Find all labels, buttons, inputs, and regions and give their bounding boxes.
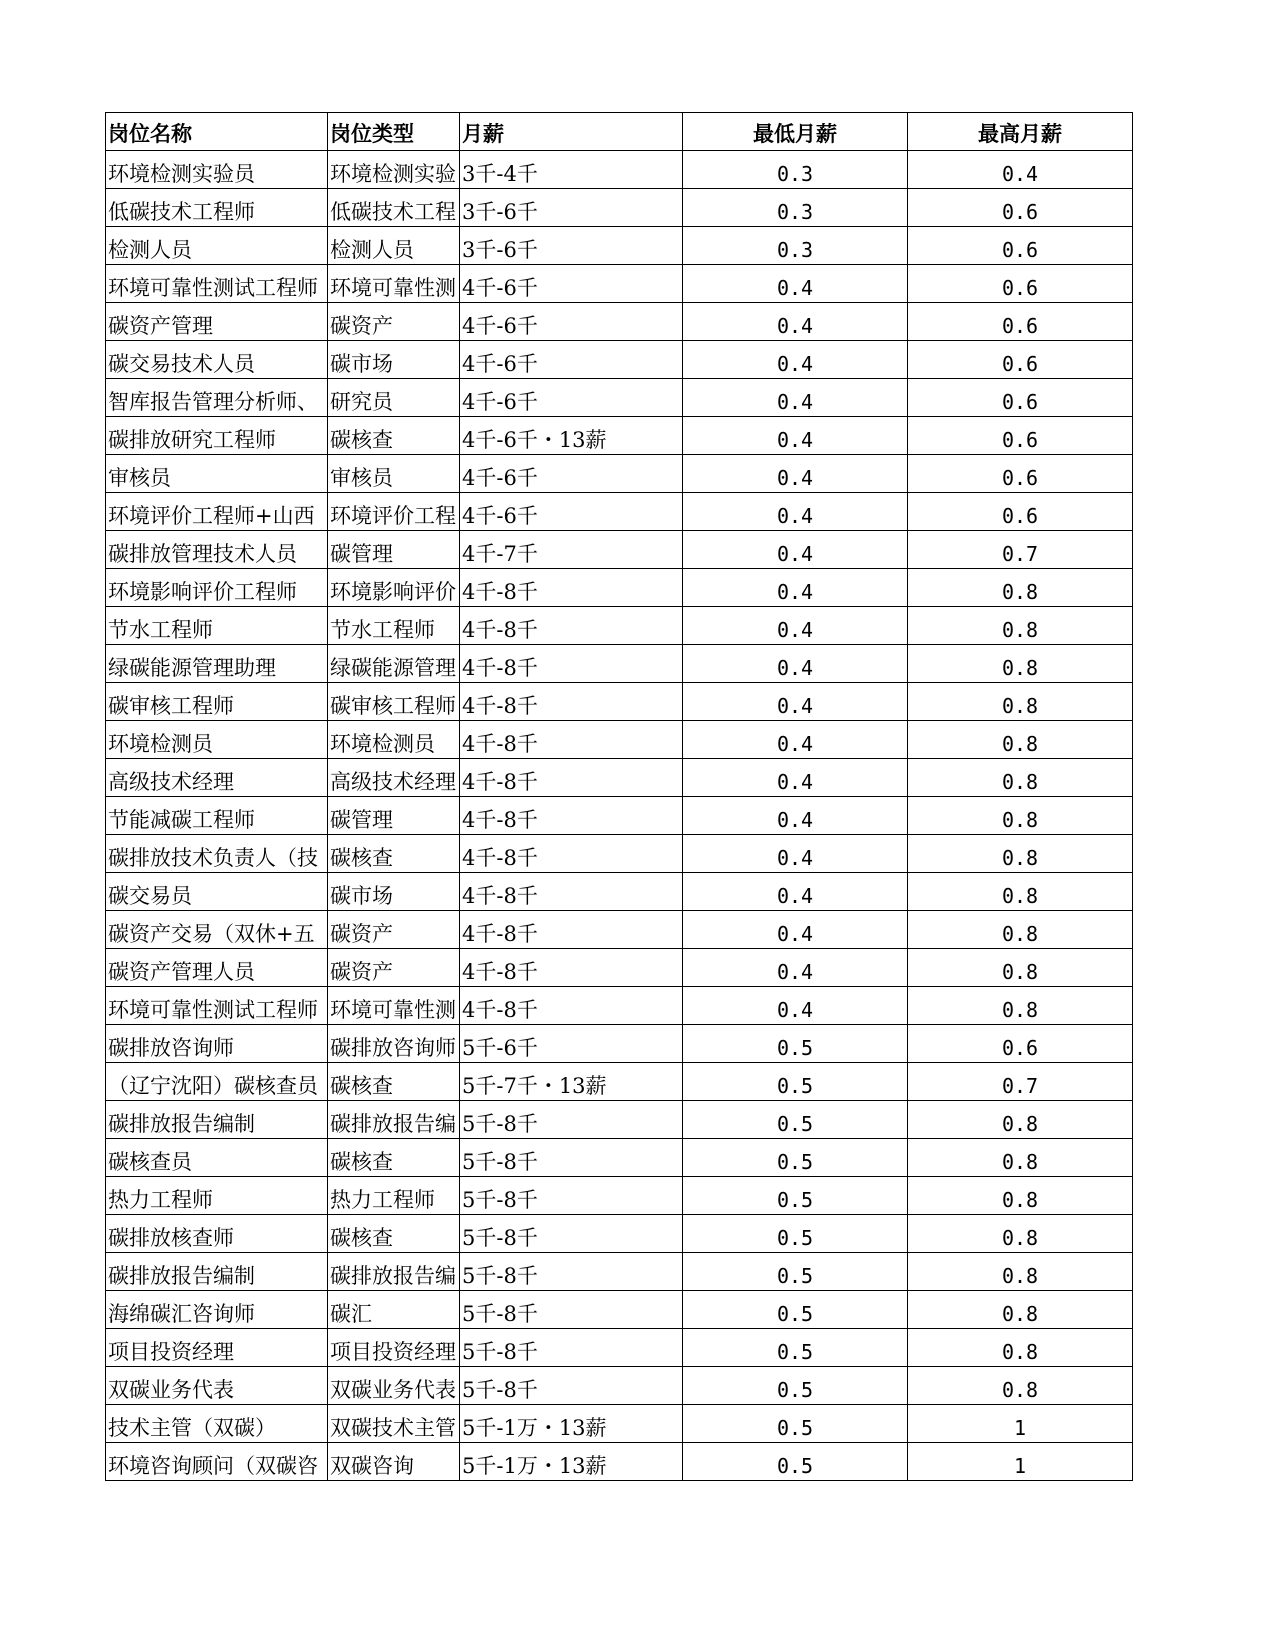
table-row [106, 569, 1133, 607]
min-salary-cell: 0.4 [683, 683, 908, 721]
max-salary-cell: 0.6 [908, 303, 1133, 341]
salary-range-cell: 4千-6千 [460, 455, 683, 493]
max-salary-cell: 0.8 [908, 1101, 1133, 1139]
salary-range-cell: 5千-8千 [460, 1177, 683, 1215]
salary-range-cell: 4千-8千 [460, 721, 683, 759]
salary-range-cell: 4千-6千 [460, 341, 683, 379]
header-max-salary: 最高月薪 [908, 113, 1133, 151]
max-salary-cell: 0.8 [908, 1329, 1133, 1367]
job-type-cell: 双碳咨询 [328, 1443, 460, 1481]
salary-range-cell: 4千-8千 [460, 645, 683, 683]
job-title-cell: 环境检测实验员 [106, 151, 328, 189]
job-title-cell: 项目投资经理 [106, 1329, 328, 1367]
header-job-type: 岗位类型 [328, 113, 460, 151]
salary-table [105, 112, 1133, 1481]
job-title-cell: 碳排放管理技术人员 [106, 531, 328, 569]
job-type-cell: 环境评价工程 [328, 493, 460, 531]
table-row [106, 1215, 1133, 1253]
max-salary-cell: 0.8 [908, 721, 1133, 759]
job-title-cell: 碳排放咨询师 [106, 1025, 328, 1063]
min-salary-cell: 0.5 [683, 1367, 908, 1405]
salary-range-cell: 4千-8千 [460, 911, 683, 949]
job-type-cell: 碳核查 [328, 835, 460, 873]
job-title-cell: 海绵碳汇咨询师 [106, 1291, 328, 1329]
salary-range-cell: 5千-8千 [460, 1139, 683, 1177]
salary-range-cell: 4千-6千 [460, 303, 683, 341]
min-salary-cell: 0.5 [683, 1139, 908, 1177]
job-type-cell: 环境检测员 [328, 721, 460, 759]
min-salary-cell: 0.4 [683, 303, 908, 341]
job-type-cell: 碳资产 [328, 949, 460, 987]
table-row [106, 379, 1133, 417]
max-salary-cell: 0.6 [908, 417, 1133, 455]
table-row [106, 607, 1133, 645]
table-body [106, 151, 1133, 1481]
job-type-cell: 节水工程师 [328, 607, 460, 645]
job-type-cell: 碳资产 [328, 911, 460, 949]
min-salary-cell: 0.4 [683, 911, 908, 949]
min-salary-cell: 0.4 [683, 645, 908, 683]
table-row [106, 949, 1133, 987]
table-row [106, 1443, 1133, 1481]
min-salary-cell: 0.4 [683, 341, 908, 379]
table-row [106, 227, 1133, 265]
salary-range-cell: 4千-8千 [460, 797, 683, 835]
salary-range-cell: 5千-8千 [460, 1253, 683, 1291]
table-row [106, 1101, 1133, 1139]
job-type-cell: 研究员 [328, 379, 460, 417]
salary-range-cell: 4千-8千 [460, 949, 683, 987]
table-row [106, 873, 1133, 911]
min-salary-cell: 0.5 [683, 1405, 908, 1443]
job-title-cell: 碳交易技术人员 [106, 341, 328, 379]
job-type-cell: 环境检测实验 [328, 151, 460, 189]
max-salary-cell: 0.6 [908, 265, 1133, 303]
job-title-cell: 环境影响评价工程师 [106, 569, 328, 607]
job-title-cell: 高级技术经理 [106, 759, 328, 797]
header-monthly-salary: 月薪 [460, 113, 683, 151]
job-type-cell: 热力工程师 [328, 1177, 460, 1215]
job-type-cell: 碳排放报告编 [328, 1253, 460, 1291]
min-salary-cell: 0.5 [683, 1215, 908, 1253]
job-type-cell: 碳核查 [328, 1063, 460, 1101]
max-salary-cell: 0.8 [908, 987, 1133, 1025]
job-title-cell: 碳资产交易（双休+五 [106, 911, 328, 949]
table-row [106, 1329, 1133, 1367]
job-type-cell: 高级技术经理 [328, 759, 460, 797]
header-row [106, 113, 1133, 151]
job-title-cell: 双碳业务代表 [106, 1367, 328, 1405]
salary-range-cell: 4千-8千 [460, 683, 683, 721]
max-salary-cell: 0.6 [908, 1025, 1133, 1063]
min-salary-cell: 0.5 [683, 1443, 908, 1481]
min-salary-cell: 0.5 [683, 1253, 908, 1291]
job-type-cell: 环境可靠性测 [328, 265, 460, 303]
min-salary-cell: 0.4 [683, 797, 908, 835]
salary-range-cell: 4千-8千 [460, 835, 683, 873]
salary-range-cell: 5千-8千 [460, 1291, 683, 1329]
salary-range-cell: 3千-6千 [460, 227, 683, 265]
job-title-cell: 碳审核工程师 [106, 683, 328, 721]
job-type-cell: 碳审核工程师 [328, 683, 460, 721]
max-salary-cell: 0.8 [908, 1367, 1133, 1405]
job-title-cell: 碳资产管理人员 [106, 949, 328, 987]
job-type-cell: 审核员 [328, 455, 460, 493]
min-salary-cell: 0.4 [683, 949, 908, 987]
max-salary-cell: 1 [908, 1443, 1133, 1481]
max-salary-cell: 0.7 [908, 1063, 1133, 1101]
job-title-cell: 环境检测员 [106, 721, 328, 759]
job-title-cell: 环境可靠性测试工程师 [106, 265, 328, 303]
max-salary-cell: 0.8 [908, 835, 1133, 873]
table-row [106, 721, 1133, 759]
job-type-cell: 碳核查 [328, 1215, 460, 1253]
salary-range-cell: 4千-8千 [460, 987, 683, 1025]
job-title-cell: 低碳技术工程师 [106, 189, 328, 227]
max-salary-cell: 0.6 [908, 341, 1133, 379]
table-row [106, 835, 1133, 873]
header-min-salary: 最低月薪 [683, 113, 908, 151]
job-type-cell: 碳核查 [328, 417, 460, 455]
table-row [106, 417, 1133, 455]
min-salary-cell: 0.4 [683, 569, 908, 607]
max-salary-cell: 0.8 [908, 1139, 1133, 1177]
max-salary-cell: 0.8 [908, 1253, 1133, 1291]
table-row [106, 1253, 1133, 1291]
job-type-cell: 碳管理 [328, 797, 460, 835]
header-job-title: 岗位名称 [106, 113, 328, 151]
max-salary-cell: 0.8 [908, 607, 1133, 645]
min-salary-cell: 0.4 [683, 873, 908, 911]
job-title-cell: 环境评价工程师+山西 [106, 493, 328, 531]
salary-range-cell: 5千-1万・13薪 [460, 1405, 683, 1443]
max-salary-cell: 0.8 [908, 759, 1133, 797]
table-row [106, 911, 1133, 949]
table-row [106, 265, 1133, 303]
job-type-cell: 检测人员 [328, 227, 460, 265]
table-row [106, 1139, 1133, 1177]
salary-range-cell: 5千-8千 [460, 1329, 683, 1367]
table-row [106, 645, 1133, 683]
min-salary-cell: 0.4 [683, 759, 908, 797]
salary-range-cell: 4千-6千 [460, 379, 683, 417]
max-salary-cell: 0.6 [908, 379, 1133, 417]
table-row [106, 1291, 1133, 1329]
salary-range-cell: 4千-6千 [460, 493, 683, 531]
job-type-cell: 双碳技术主管 [328, 1405, 460, 1443]
min-salary-cell: 0.4 [683, 265, 908, 303]
job-title-cell: 碳资产管理 [106, 303, 328, 341]
table-row [106, 987, 1133, 1025]
salary-range-cell: 5千-8千 [460, 1367, 683, 1405]
min-salary-cell: 0.4 [683, 721, 908, 759]
min-salary-cell: 0.5 [683, 1177, 908, 1215]
min-salary-cell: 0.4 [683, 531, 908, 569]
max-salary-cell: 0.8 [908, 1291, 1133, 1329]
min-salary-cell: 0.5 [683, 1291, 908, 1329]
salary-range-cell: 5千-1万・13薪 [460, 1443, 683, 1481]
salary-range-cell: 4千-8千 [460, 607, 683, 645]
salary-range-cell: 4千-6千 [460, 265, 683, 303]
job-type-cell: 绿碳能源管理 [328, 645, 460, 683]
salary-range-cell: 4千-6千・13薪 [460, 417, 683, 455]
min-salary-cell: 0.4 [683, 455, 908, 493]
min-salary-cell: 0.5 [683, 1063, 908, 1101]
max-salary-cell: 0.8 [908, 1215, 1133, 1253]
max-salary-cell: 0.6 [908, 189, 1133, 227]
max-salary-cell: 0.8 [908, 911, 1133, 949]
max-salary-cell: 0.8 [908, 873, 1133, 911]
job-type-cell: 环境影响评价 [328, 569, 460, 607]
salary-range-cell: 5千-8千 [460, 1215, 683, 1253]
job-title-cell: 碳排放核查师 [106, 1215, 328, 1253]
min-salary-cell: 0.5 [683, 1329, 908, 1367]
table-row [106, 455, 1133, 493]
job-title-cell: 环境可靠性测试工程师 [106, 987, 328, 1025]
salary-range-cell: 4千-8千 [460, 759, 683, 797]
min-salary-cell: 0.5 [683, 1025, 908, 1063]
job-type-cell: 低碳技术工程 [328, 189, 460, 227]
table-row [106, 151, 1133, 189]
min-salary-cell: 0.4 [683, 607, 908, 645]
job-title-cell: 碳核查员 [106, 1139, 328, 1177]
job-title-cell: 审核员 [106, 455, 328, 493]
salary-range-cell: 5千-6千 [460, 1025, 683, 1063]
max-salary-cell: 0.8 [908, 949, 1133, 987]
min-salary-cell: 0.3 [683, 189, 908, 227]
max-salary-cell: 0.6 [908, 493, 1133, 531]
job-title-cell: 碳排放研究工程师 [106, 417, 328, 455]
job-title-cell: 环境咨询顾问（双碳咨 [106, 1443, 328, 1481]
table-row [106, 1177, 1133, 1215]
table-row [106, 1405, 1133, 1443]
salary-range-cell: 3千-4千 [460, 151, 683, 189]
table-row [106, 759, 1133, 797]
job-title-cell: （辽宁沈阳）碳核查员 [106, 1063, 328, 1101]
salary-range-cell: 4千-7千 [460, 531, 683, 569]
table-row [106, 797, 1133, 835]
table-row [106, 493, 1133, 531]
job-title-cell: 碳排放技术负责人（技 [106, 835, 328, 873]
max-salary-cell: 0.8 [908, 1177, 1133, 1215]
min-salary-cell: 0.4 [683, 987, 908, 1025]
job-type-cell: 碳核查 [328, 1139, 460, 1177]
max-salary-cell: 0.8 [908, 683, 1133, 721]
salary-range-cell: 4千-8千 [460, 873, 683, 911]
max-salary-cell: 0.6 [908, 455, 1133, 493]
job-title-cell: 检测人员 [106, 227, 328, 265]
table-row [106, 1025, 1133, 1063]
max-salary-cell: 0.8 [908, 797, 1133, 835]
min-salary-cell: 0.4 [683, 379, 908, 417]
job-type-cell: 项目投资经理 [328, 1329, 460, 1367]
min-salary-cell: 0.3 [683, 151, 908, 189]
salary-range-cell: 5千-7千・13薪 [460, 1063, 683, 1101]
job-type-cell: 碳资产 [328, 303, 460, 341]
min-salary-cell: 0.4 [683, 835, 908, 873]
job-type-cell: 碳管理 [328, 531, 460, 569]
job-title-cell: 绿碳能源管理助理 [106, 645, 328, 683]
job-type-cell: 环境可靠性测 [328, 987, 460, 1025]
table-row [106, 531, 1133, 569]
job-type-cell: 双碳业务代表 [328, 1367, 460, 1405]
max-salary-cell: 0.7 [908, 531, 1133, 569]
salary-range-cell: 5千-8千 [460, 1101, 683, 1139]
job-title-cell: 节能减碳工程师 [106, 797, 328, 835]
table-row [106, 189, 1133, 227]
max-salary-cell: 1 [908, 1405, 1133, 1443]
table-row [106, 303, 1133, 341]
salary-range-cell: 3千-6千 [460, 189, 683, 227]
job-title-cell: 热力工程师 [106, 1177, 328, 1215]
job-title-cell: 碳交易员 [106, 873, 328, 911]
job-type-cell: 碳排放咨询师 [328, 1025, 460, 1063]
table-row [106, 1063, 1133, 1101]
table-row [106, 1367, 1133, 1405]
table-row [106, 683, 1133, 721]
salary-range-cell: 4千-8千 [460, 569, 683, 607]
job-title-cell: 碳排放报告编制 [106, 1253, 328, 1291]
max-salary-cell: 0.8 [908, 569, 1133, 607]
job-title-cell: 碳排放报告编制 [106, 1101, 328, 1139]
min-salary-cell: 0.4 [683, 493, 908, 531]
job-type-cell: 碳排放报告编 [328, 1101, 460, 1139]
job-type-cell: 碳市场 [328, 873, 460, 911]
min-salary-cell: 0.3 [683, 227, 908, 265]
job-title-cell: 节水工程师 [106, 607, 328, 645]
max-salary-cell: 0.6 [908, 227, 1133, 265]
min-salary-cell: 0.5 [683, 1101, 908, 1139]
min-salary-cell: 0.4 [683, 417, 908, 455]
max-salary-cell: 0.4 [908, 151, 1133, 189]
job-type-cell: 碳汇 [328, 1291, 460, 1329]
job-title-cell: 技术主管（双碳） [106, 1405, 328, 1443]
job-type-cell: 碳市场 [328, 341, 460, 379]
job-title-cell: 智库报告管理分析师、 [106, 379, 328, 417]
max-salary-cell: 0.8 [908, 645, 1133, 683]
table-row [106, 341, 1133, 379]
